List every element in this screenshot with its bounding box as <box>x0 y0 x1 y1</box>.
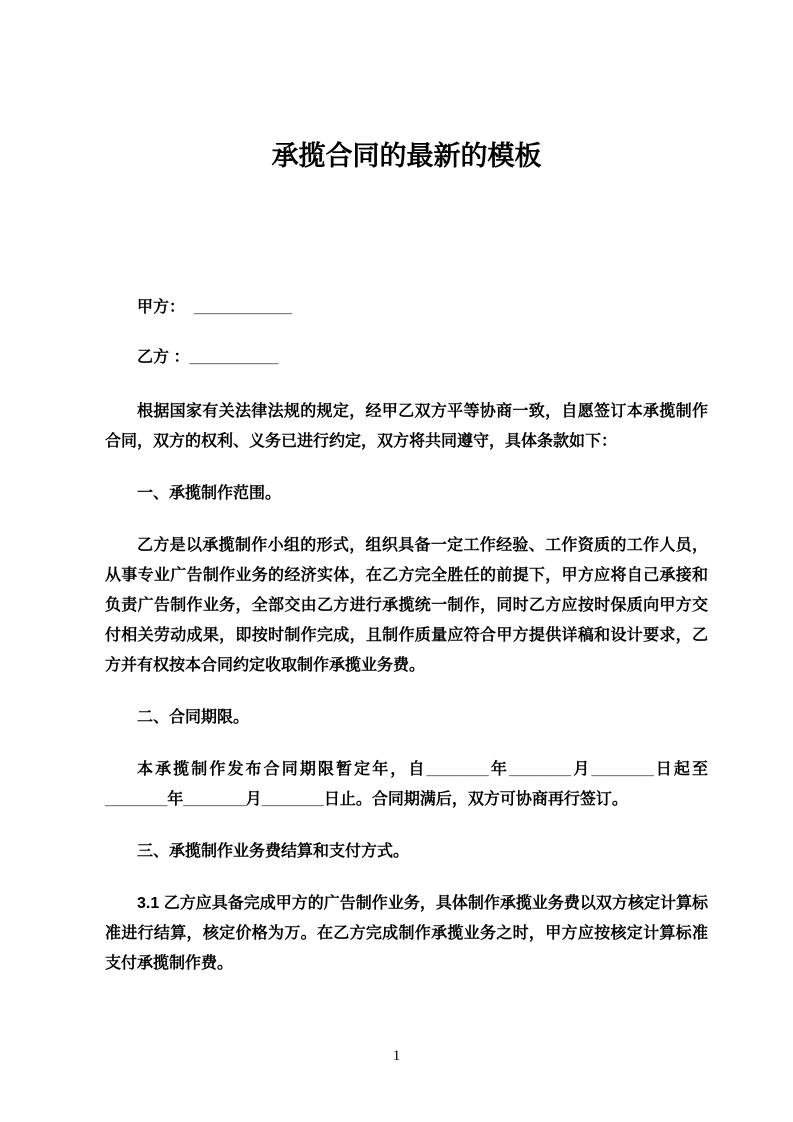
party-a-blank: ___________ <box>185 299 292 316</box>
intro-paragraph: 根据国家有关法律法规的规定，经甲乙双方平等协商一致，自愿签订本承揽制作合同，双方的权利、义务已进行约定，双方将共同遵守，具体条款如下： <box>105 403 708 450</box>
document-title: 承揽合同的最新的模板 <box>271 141 542 171</box>
party-b-line <box>105 343 708 373</box>
section-1-heading: 一、承揽制作范围。 <box>137 485 282 502</box>
section-1-paragraph: 乙方是以承揽制作小组的形式，组织具备一定工作经验、工作资质的工作人员，从事专业广告制作业务的经济实体，在乙方完全胜任的前提下，甲方应将自己承接和负责广告制作业务，全部交由乙方进行承揽统一制作，同时乙方应按时保质向甲方交付相关劳动成果，即按时制作完成，且制作质量应符合甲方提供详稿和设计要求，乙方并有权按本合同约定收取制作承揽业务费。 <box>105 537 708 674</box>
party-a-line <box>105 293 708 323</box>
party-a-label: 甲方： <box>137 299 186 316</box>
section-3-paragraph: 3.1 乙方应具备完成甲方的广告制作业务，具体制作承揽业务费以双方核定计算标准进行结算，核定价格为万。在乙方完成制作承揽业务之时，甲方应按核定计算标准支付承揽制作费。 <box>105 895 708 972</box>
party-b-blank: __________ <box>189 349 279 366</box>
page-number: 1 <box>392 1048 401 1064</box>
party-b-label: 乙方 ： <box>137 349 190 366</box>
section-3-heading: 三、承揽制作业务费结算和支付方式。 <box>137 843 410 860</box>
section-2-heading: 二、合同期限。 <box>137 709 250 726</box>
section-2-paragraph: 本承揽制作发布合同期限暂定年，自_______年_______月_______日起至_______年_______月_______日止。合同期满后，双方可协商再行签订。 <box>105 761 708 808</box>
